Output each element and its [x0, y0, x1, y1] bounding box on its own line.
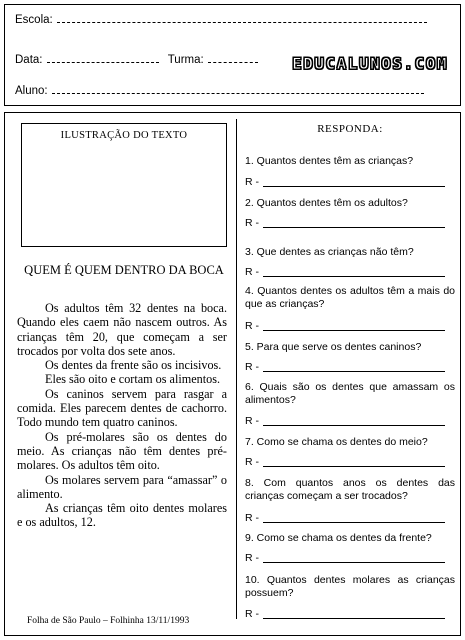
answer-line[interactable]: [263, 562, 445, 563]
answer-line[interactable]: [263, 371, 445, 372]
question-2: 2. Quantos dentes têm os adultos?: [245, 197, 408, 209]
story-title: QUEM É QUEM DENTRO DA BOCA: [24, 263, 224, 277]
question-5: 5. Para que serve os dentes caninos?: [245, 341, 422, 353]
questions-heading: RESPONDA:: [317, 123, 383, 135]
answer-label: R -: [245, 266, 259, 278]
date-field[interactable]: [47, 62, 159, 63]
illustration-box[interactable]: [21, 123, 227, 247]
answer-label: R -: [245, 552, 259, 564]
answer-line[interactable]: [263, 276, 445, 277]
answer-label: R -: [245, 415, 259, 427]
school-field[interactable]: [57, 22, 427, 23]
answer-3[interactable]: [245, 266, 445, 278]
student-field[interactable]: [52, 93, 424, 94]
date-row: [15, 54, 258, 66]
answer-line[interactable]: [263, 330, 445, 331]
answer-1[interactable]: [245, 176, 445, 188]
illustration-title: ILUSTRAÇÃO DO TEXTO: [60, 130, 188, 141]
answer-label: R -: [245, 361, 259, 373]
answer-label: R -: [245, 512, 259, 524]
student-row: [15, 85, 424, 97]
worksheet-body: [4, 112, 461, 636]
answer-7[interactable]: [245, 456, 445, 468]
story-paragraph: Os molares servem para “amassar” o alimento.: [17, 472, 227, 501]
question-10: 10. Quantos dentes molares as crianças possuem?: [245, 574, 455, 599]
story-paragraph: Os pré-molares são os dentes do meio. As crianças não têm dentes pré-molares. Os adultos têm oito.: [17, 429, 227, 473]
answer-line[interactable]: [263, 227, 445, 228]
header-box: [4, 4, 461, 106]
school-label: Escola:: [15, 14, 53, 26]
answer-6[interactable]: [245, 415, 445, 427]
answer-8[interactable]: [245, 512, 445, 524]
story-paragraph: Os dentes da frente são os incisivos.: [45, 358, 222, 373]
school-row: [15, 14, 427, 26]
answer-line[interactable]: [263, 466, 445, 467]
answer-line[interactable]: [263, 186, 445, 187]
answer-line[interactable]: [263, 425, 445, 426]
answer-label: R -: [245, 456, 259, 468]
question-4: 4. Quantos dentes os adultos têm a mais do que as crianças?: [245, 285, 455, 310]
story-source: Folha de São Paulo – Folhinha 13/11/1993: [27, 616, 190, 626]
question-3: 3. Que dentes as crianças não têm?: [245, 246, 414, 258]
story-paragraph: As crianças têm oito dentes molares e os adultos, 12.: [17, 501, 227, 530]
story-paragraph: Os adultos têm 32 dentes na boca. Quando eles caem não nascem outros. As crianças têm 20, que começam a ser trocados por volta dos sete anos.: [17, 301, 227, 358]
class-field[interactable]: [208, 62, 258, 63]
question-9: 9. Como se chama os dentes da frente?: [245, 532, 432, 544]
question-7: 7. Como se chama os dentes do meio?: [245, 436, 428, 448]
answer-2[interactable]: [245, 217, 445, 229]
answer-label: R -: [245, 217, 259, 229]
educalunos-logo: EDUCALUNOS.COM: [292, 54, 448, 73]
date-label: Data:: [15, 54, 43, 66]
answer-line[interactable]: [263, 522, 445, 523]
question-1: 1. Quantos dentes têm as crianças?: [245, 155, 414, 167]
story-paragraph: Eles são oito e cortam os alimentos.: [45, 372, 220, 387]
column-divider: [236, 119, 237, 619]
answer-10[interactable]: [245, 608, 445, 620]
story-text: [17, 301, 227, 530]
answer-5[interactable]: [245, 361, 445, 373]
answer-9[interactable]: [245, 552, 445, 564]
answer-label: R -: [245, 176, 259, 188]
student-label: Aluno:: [15, 85, 48, 97]
question-8: 8. Com quantos anos os dentes das crianças começam a ser trocados?: [245, 477, 455, 502]
story-paragraph: Os caninos servem para rasgar a comida. Eles parecem dentes de cachorro. Todo mundo tem quatro caninos.: [17, 386, 227, 430]
answer-label: R -: [245, 320, 259, 332]
class-label: Turma:: [167, 54, 204, 66]
question-6: 6. Quais são os dentes que amassam os alimentos?: [245, 381, 455, 406]
answer-4[interactable]: [245, 320, 445, 332]
answer-line[interactable]: [263, 618, 445, 619]
answer-label: R -: [245, 608, 259, 620]
